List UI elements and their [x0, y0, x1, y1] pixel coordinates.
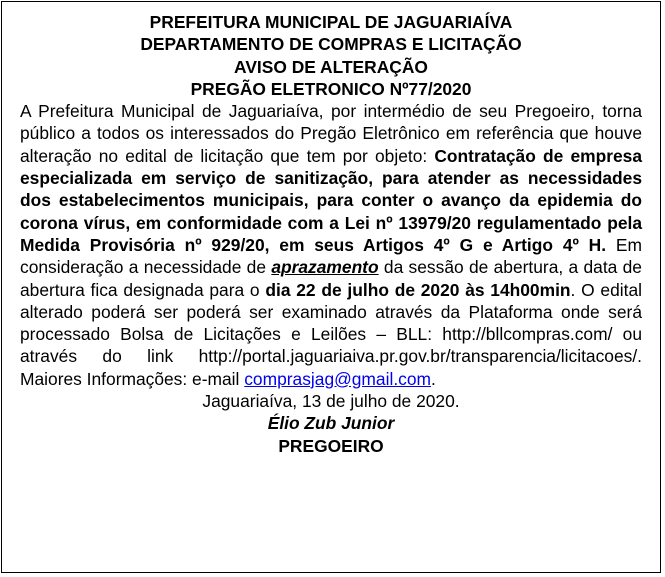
signer-role: PREGOEIRO — [278, 435, 384, 456]
notice-header — [20, 11, 642, 100]
body-aprazamento: aprazamento — [271, 257, 379, 278]
header-line-4: PREGÃO ELETRONICO Nº77/2020 — [190, 78, 472, 99]
body-object: Contratação de empresa especializada em serviço de sanitização, para atender as necessidades dos estabelecimentos municipais, para conter o avanço da epidemia do corona vírus, em conformidade com a Lei nº 13979/20 regulamentado pela Medida Provisória nº 929/20, em seus Artigos 4º G e Artigo 4º H. — [20, 145, 642, 255]
body-text-3: da sessão de abertura, a data de abertura fica designada para o — [20, 257, 642, 300]
body-text-5: . — [431, 368, 436, 389]
notice-body — [20, 100, 642, 390]
body-text-2: Em consideração a necessidade de — [20, 234, 642, 278]
header-line-1: PREFEITURA MUNICIPAL DE JAGUARIAÍVA — [149, 12, 513, 32]
place-date: Jaguariaíva, 13 de julho de 2020. — [202, 391, 460, 412]
header-line-3: AVISO DE ALTERAÇÃO — [234, 56, 428, 77]
notice-document — [20, 11, 642, 457]
body-opening-date: dia 22 de julho de 2020 às 14h00min — [265, 279, 571, 300]
body-intro: A Prefeitura Municipal de Jaguariaíva, por intermédio de seu Pregoeiro, torna público a todos os interessados do Pregão Eletrônico em referência que houve alteração no edital de licitação que tem por objeto: — [20, 101, 642, 166]
body-text-4: . O edital alterado poderá ser poderá ser examinado através da Plataforma onde será processado Bolsa de Licitações e Leilões – BLL: http://bllcompras.com/ ou através do link http://portal.jaguariaiva.pr.gov.br/transparencia/licitacoes/. Maiores Informações: e-mail — [20, 279, 642, 389]
signer-name: Élio Zub Junior — [267, 413, 395, 434]
header-line-2: DEPARTAMENTO DE COMPRAS E LICITAÇÃO — [140, 34, 522, 55]
email-link[interactable]: comprasjag@gmail.com — [244, 368, 432, 389]
